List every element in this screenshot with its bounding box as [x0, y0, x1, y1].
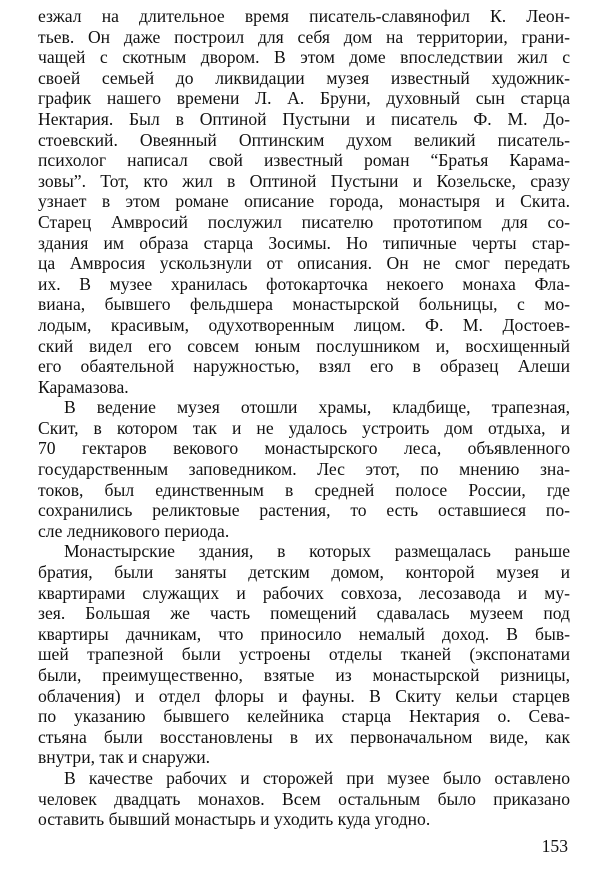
text-line: Нектария. Был в Оптиной Пустыни и писатель Ф. М. До-	[38, 108, 570, 129]
text-line: чащей с скотным двором. В этом доме впоследствии жил с	[38, 47, 570, 68]
text-line: были, преимущественно, взятые из монастырской ризницы,	[38, 665, 570, 685]
text-line: тьев. Он даже построил для себя дом на территории, грани-	[38, 26, 570, 47]
text-line: ский видел его совсем юным послушником и, восхищенный	[38, 335, 570, 356]
text-line: стьяна были восстановлены в их первоначальном виде, как	[38, 726, 570, 747]
text-line: Монастырские здания, в которых размещалась раньше	[64, 541, 570, 562]
text-line: здания им образа старца Зосимы. Но типичные черты стар-	[38, 232, 570, 253]
text-line: зея. Большая же часть помещений сдавалась музеем под	[38, 603, 570, 624]
text-line: своей семьей до ликвидации музея известный художник-	[38, 67, 570, 88]
text-line: облачения) и отдел флоры и фауны. В Скиту кельи старцев	[38, 685, 570, 706]
text-line: психолог написал свой известный роман “Братья Карама-	[38, 150, 570, 171]
page-number: 153	[541, 836, 568, 856]
text-line: зовы”. Тот, кто жил в Оптиной Пустыни и Козельске, сразу	[38, 170, 570, 191]
text-line: 70 гектаров векового монастырского леса, объявленного	[38, 438, 570, 459]
text-line: внутри, так и снаружи.	[38, 747, 211, 768]
text-line: государственным заповедником. Лес этот, по мнению зна-	[38, 459, 570, 480]
text-line: график нашего времени Л. А. Бруни, духовный сын старца	[38, 88, 570, 109]
text-line: виана, бывшего фельдшера монастырской больницы, с мо-	[38, 294, 570, 315]
book-page	[38, 6, 570, 872]
text-line: братия, были заняты детским домом, конторой музея и	[38, 562, 570, 583]
text-line: В ведение музея отошли храмы, кладбище, трапезная,	[64, 397, 570, 418]
text-line: квартирами служащих и рабочих совхоза, лесозавода и му-	[38, 582, 570, 603]
text-line: сле ледникового периода.	[38, 520, 230, 541]
text-line: Карамазова.	[38, 376, 129, 397]
text-line: ца Амвросия ускользнули от описания. Он не смог передать	[38, 253, 570, 274]
text-line: сохранились реликтовые растения, то есть оставшиеся по-	[38, 500, 570, 521]
text-line: квартиры дачникам, что приносило немалый доход. В быв-	[38, 623, 570, 644]
text-line: езжал на длительное время писатель-славянофил К. Леон-	[38, 6, 570, 26]
text-line: шей трапезной были устроены отделы тканей (экспонатами	[38, 644, 570, 665]
text-line: узнает в этом романе описание города, монастыря и Скита.	[38, 191, 570, 212]
text-line: их. В музее хранилась фотокарточка некоего монаха Фла-	[38, 273, 570, 294]
text-line: токов, был единственным в средней полосе России, где	[38, 479, 570, 500]
text-line: человек двадцать монахов. Всем остальным было приказано	[38, 788, 570, 809]
text-line: стоевский. Овеянный Оптинским духом великий писатель-	[38, 129, 570, 150]
text-line: его обаятельной наружностью, взял его в образец Алеши	[38, 356, 570, 377]
text-line: лодым, красивым, одухотворенным лицом. Ф. М. Достоев-	[38, 314, 570, 335]
text-line: Старец Амвросий послужил писателю прототипом для со-	[38, 211, 570, 232]
text-line: Скит, в котором так и не удалось устроить дом отдыха, и	[38, 417, 570, 438]
text-line: по указанию бывшего келейника старца Нектария о. Сева-	[38, 706, 570, 727]
text-line: В качестве рабочих и сторожей при музее было оставлено	[64, 767, 570, 788]
text-line: оставить бывший монастырь и уходить куда угодно.	[38, 809, 431, 830]
